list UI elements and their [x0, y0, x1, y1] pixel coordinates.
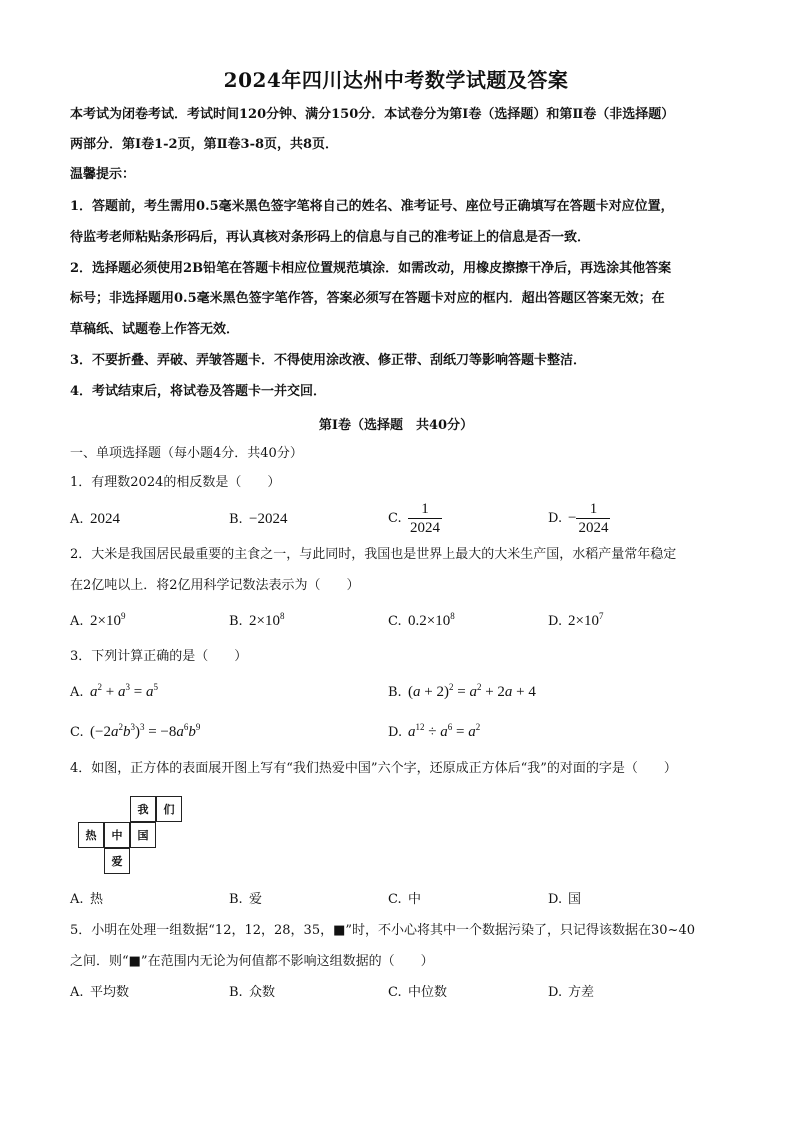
denominator: 2024: [578, 520, 609, 536]
tip-2a: 2．选择题必须使用2B铅笔在答题卡相应位置规范填涂．如需改动，用橡皮擦擦干净后，再选涂其他答案: [70, 261, 672, 276]
option-value: 中位数: [408, 985, 448, 1000]
q1-option-a: [70, 510, 120, 529]
q3-option-a: [70, 683, 158, 702]
q3-option-d: [388, 723, 480, 742]
q4-option-c: [388, 891, 421, 909]
tip-2b: 标号；非选择题用0.5毫米黑色签字笔作答，答案必须写在答题卡对应的框内．超出答题区答案无效；在: [70, 291, 665, 306]
q2-stem-1: 2．大米是我国居民最重要的主食之一，与此同时，我国也是世界上最大的大米生产国，水稻产量常年稳定: [70, 547, 677, 562]
option-label: B.: [229, 614, 243, 629]
option-value: $2\times 10^7$: [568, 611, 604, 629]
net-cell-guo: 国: [130, 822, 156, 848]
option-label: C.: [388, 892, 402, 907]
q5-stem-2: 之间．则“■”在范围内无论为何值都不影响这组数据的（ ）: [70, 954, 434, 969]
tip-3: 3．不要折叠、弄破、弄皱答题卡．不得使用涂改液、修正带、刮纸刀等影响答题卡整洁．: [70, 353, 587, 368]
q4-stem: 4．如图，正方体的表面展开图上写有“我们热爱中国”六个字，还原成正方体后“我”的对面的字是（ ）: [70, 761, 677, 776]
intro-line-2: 两部分．第Ⅰ卷1-2页，第Ⅱ卷3-8页，共8页．: [70, 137, 339, 152]
option-expression: $(-2a^2b^3)^3 = -8a^6b^9$: [90, 722, 201, 740]
q1-stem: 1．有理数2024的相反数是（ ）: [70, 475, 281, 490]
option-expression: $a^{12} \div a^6 = a^2$: [408, 722, 481, 740]
tip-2c: 草稿纸、试题卷上作答无效．: [70, 322, 240, 337]
q5-stem-1: 5．小明在处理一组数据“12，12，28，35，■”时，不小心将其中一个数据污染了，只记得该数据在30~40: [70, 923, 695, 938]
option-label: C.: [70, 725, 84, 740]
fraction: [576, 500, 610, 537]
option-value: 国: [568, 892, 582, 907]
option-label: A.: [70, 614, 84, 629]
q1-option-c: [388, 500, 442, 537]
option-label: C.: [388, 511, 402, 526]
q5-option-a: [70, 984, 129, 1002]
q3-option-b: [388, 683, 536, 702]
q1-option-b: [229, 510, 287, 529]
q5-option-c: [388, 984, 447, 1002]
tip-1b: 待监考老师粘贴条形码后，再认真核对条形码上的信息与自己的准考证上的信息是否一致．: [70, 230, 591, 245]
option-label: B.: [388, 685, 402, 700]
option-value: −2024: [249, 511, 288, 527]
numerator: 1: [421, 501, 429, 517]
net-cell-men: 们: [156, 796, 182, 822]
q1-option-d: [548, 500, 610, 537]
option-label: A.: [70, 985, 84, 1000]
minus-sign: −: [568, 510, 577, 526]
option-value: 平均数: [90, 985, 130, 1000]
denominator: 2024: [410, 520, 440, 536]
q4-option-b: [229, 891, 262, 909]
option-label: D.: [548, 985, 563, 1000]
option-expression: $a^2 + a^3 = a^5$: [90, 682, 158, 700]
option-value: $2\times 10^9$: [90, 611, 126, 629]
option-label: B.: [229, 512, 243, 527]
option-label: D.: [388, 725, 403, 740]
option-value: 2024: [90, 511, 120, 527]
tip-1a: 1．答题前，考生需用0.5毫米黑色签字笔将自己的姓名、准考证号、座位号正确填写在答题卡对应位置，: [70, 199, 674, 214]
option-value: 方差: [568, 985, 595, 1000]
part-heading: 一、单项选择题（每小题4分．共40分）: [70, 446, 303, 461]
net-cell-ai: 爱: [104, 848, 130, 874]
option-value: 爱: [249, 892, 263, 907]
option-value: 众数: [249, 985, 276, 1000]
option-label: C.: [388, 985, 402, 1000]
net-cell-wo: 我: [130, 796, 156, 822]
q2-option-d: [548, 612, 603, 631]
q4-option-d: [548, 891, 581, 909]
q2-option-b: [229, 612, 284, 631]
intro-line-1: 本考试为闭卷考试．考试时间120分钟、满分150分．本试卷分为第Ⅰ卷（选择题）和第Ⅱ卷（非选择题）: [70, 107, 675, 122]
option-label: D.: [548, 614, 563, 629]
fraction: [408, 500, 442, 537]
option-label: A.: [70, 685, 84, 700]
option-value: $0.2\times 10^8$: [408, 611, 455, 629]
option-label: A.: [70, 512, 84, 527]
q5-option-b: [229, 984, 275, 1002]
q2-option-c: [388, 612, 455, 631]
q2-stem-2: 在2亿吨以上．将2亿用科学记数法表示为（ ）: [70, 578, 360, 593]
net-cell-zhong: 中: [104, 822, 130, 848]
net-cell-re: 热: [78, 822, 104, 848]
option-label: B.: [229, 892, 243, 907]
tips-heading: 温馨提示：: [70, 167, 136, 182]
numerator: 1: [589, 501, 598, 517]
page-title: 2024年四川达州中考数学试题及答案: [223, 68, 569, 92]
option-label: D.: [548, 892, 563, 907]
q3-option-c: [70, 723, 200, 742]
option-label: A.: [70, 892, 84, 907]
q5-option-d: [548, 984, 594, 1002]
option-value: 中: [408, 892, 422, 907]
q4-option-a: [70, 891, 103, 909]
option-value: 热: [90, 892, 104, 907]
option-label: C.: [388, 614, 402, 629]
option-label: B.: [229, 985, 243, 1000]
section-title: 第Ⅰ卷（选择题 共40分）: [318, 418, 474, 433]
option-label: D.: [548, 511, 563, 526]
option-value: $2\times 10^8$: [249, 611, 285, 629]
q3-stem: 3．下列计算正确的是（ ）: [70, 649, 248, 664]
option-expression: $(a + 2)^2 = a^2 + 2a + 4$: [408, 682, 536, 700]
q2-option-a: [70, 612, 125, 631]
tip-4: 4．考试结束后，将试卷及答题卡一并交回．: [70, 384, 327, 399]
